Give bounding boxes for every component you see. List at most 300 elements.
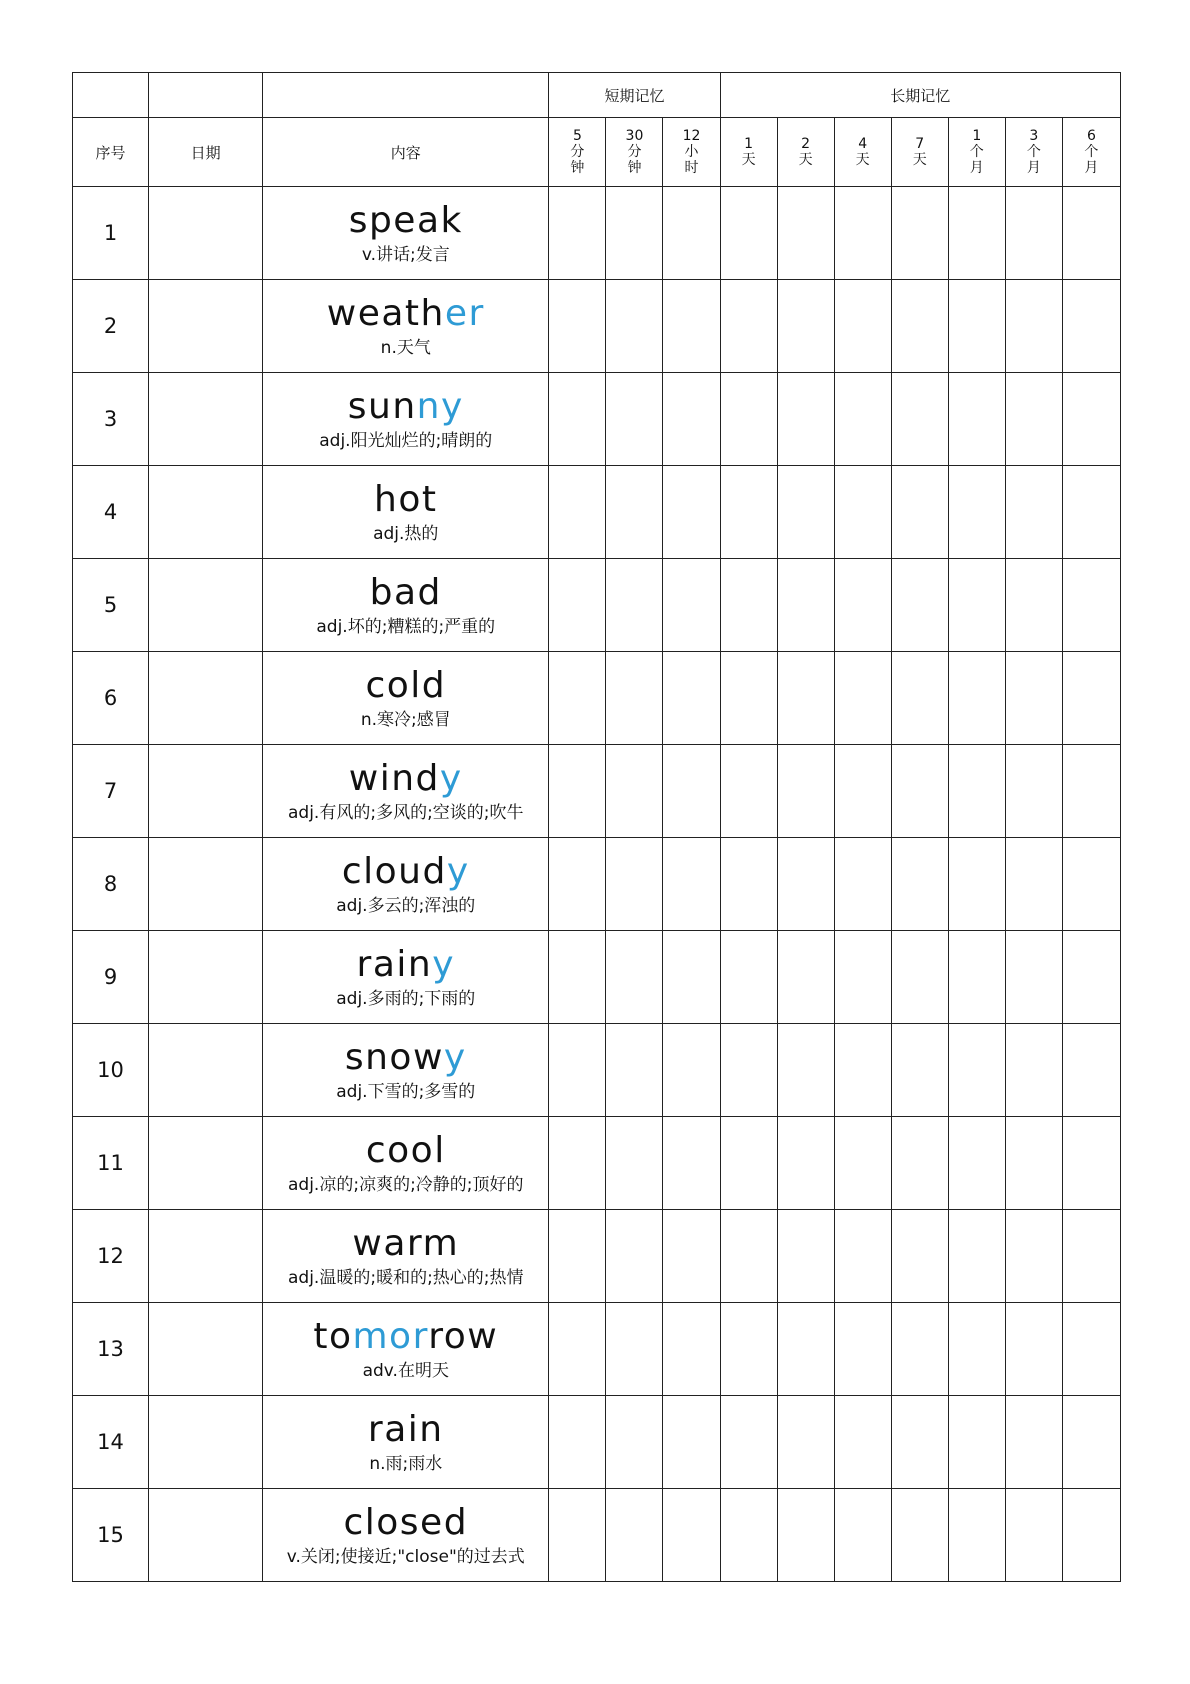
row-number: 2 [73, 280, 149, 373]
review-check-cell[interactable] [948, 652, 1005, 745]
review-check-cell[interactable] [834, 1396, 891, 1489]
content-cell [263, 838, 549, 931]
review-check-cell[interactable] [834, 1117, 891, 1210]
date-cell[interactable] [149, 745, 263, 838]
review-check-cell[interactable] [1062, 373, 1120, 466]
review-check-cell[interactable] [720, 280, 777, 373]
interval-number: 3 [1029, 128, 1039, 144]
review-check-cell[interactable] [720, 931, 777, 1024]
row-number: 8 [73, 838, 149, 931]
interval-unit: 分钟 [570, 144, 585, 176]
date-cell[interactable] [149, 187, 263, 280]
vocab-word [263, 1037, 548, 1079]
table-row [73, 466, 1121, 559]
review-check-cell[interactable] [834, 280, 891, 373]
review-check-cell[interactable] [663, 559, 720, 652]
date-cell[interactable] [149, 1210, 263, 1303]
review-check-cell[interactable] [720, 745, 777, 838]
row-number: 6 [73, 652, 149, 745]
column-header-interval [948, 118, 1005, 187]
interval-number: 1 [972, 128, 982, 144]
review-check-cell[interactable] [720, 838, 777, 931]
review-check-cell[interactable] [663, 1210, 720, 1303]
review-check-cell[interactable] [1005, 1396, 1062, 1489]
review-check-cell[interactable] [777, 931, 834, 1024]
table-row [73, 1303, 1121, 1396]
row-number: 3 [73, 373, 149, 466]
word-part: to [313, 1316, 353, 1357]
review-check-cell[interactable] [606, 1396, 663, 1489]
review-check-cell[interactable] [948, 280, 1005, 373]
interval-unit: 分钟 [627, 144, 642, 176]
review-check-cell[interactable] [663, 1396, 720, 1489]
review-check-cell[interactable] [663, 1489, 720, 1582]
review-check-cell[interactable] [948, 1117, 1005, 1210]
table-row [73, 1117, 1121, 1210]
date-cell[interactable] [149, 373, 263, 466]
review-check-cell[interactable] [891, 1117, 948, 1210]
date-cell[interactable] [149, 559, 263, 652]
review-check-cell[interactable] [1005, 1117, 1062, 1210]
review-check-cell[interactable] [1062, 1117, 1120, 1210]
word-meaning: n.雨;雨水 [369, 1454, 443, 1474]
review-check-cell[interactable] [663, 652, 720, 745]
column-header-interval [834, 118, 891, 187]
review-check-cell[interactable] [606, 838, 663, 931]
review-check-cell[interactable] [948, 1396, 1005, 1489]
review-check-cell[interactable] [720, 652, 777, 745]
content-cell [263, 466, 549, 559]
review-check-cell[interactable] [1005, 931, 1062, 1024]
word-meaning: n.寒冷;感冒 [360, 710, 451, 730]
review-check-cell[interactable] [777, 1024, 834, 1117]
review-check-cell[interactable] [948, 1489, 1005, 1582]
table-row [73, 1396, 1121, 1489]
interval-unit: 小时 [684, 144, 699, 176]
vocab-word [263, 572, 548, 614]
review-check-cell[interactable] [1005, 280, 1062, 373]
vocab-word [263, 293, 548, 335]
review-check-cell[interactable] [891, 187, 948, 280]
content-cell [263, 1489, 549, 1582]
review-check-cell[interactable] [777, 1396, 834, 1489]
review-check-cell[interactable] [1005, 1024, 1062, 1117]
review-check-cell[interactable] [777, 1303, 834, 1396]
review-check-cell[interactable] [948, 745, 1005, 838]
word-meaning: adj.凉的;凉爽的;冷静的;顶好的 [288, 1175, 524, 1195]
word-meaning: adj.下雪的;多雪的 [336, 1082, 476, 1102]
table-row [73, 931, 1121, 1024]
review-check-cell[interactable] [777, 652, 834, 745]
review-check-cell[interactable] [1062, 931, 1120, 1024]
word-part: cloud [341, 851, 447, 892]
table-row [73, 187, 1121, 280]
review-check-cell[interactable] [834, 559, 891, 652]
interval-label [1006, 128, 1062, 176]
review-check-cell[interactable] [777, 838, 834, 931]
review-check-cell[interactable] [1062, 280, 1120, 373]
vocab-word [263, 1502, 548, 1544]
review-check-cell[interactable] [891, 1210, 948, 1303]
review-check-cell[interactable] [891, 373, 948, 466]
content-cell [263, 1024, 549, 1117]
review-check-cell[interactable] [834, 187, 891, 280]
interval-number: 4 [858, 136, 868, 152]
review-check-cell[interactable] [777, 466, 834, 559]
content-cell [263, 280, 549, 373]
date-cell[interactable] [149, 931, 263, 1024]
vocab-word [263, 386, 548, 428]
interval-unit: 天 [912, 152, 927, 168]
vocab-word [263, 851, 548, 893]
review-check-cell[interactable] [720, 373, 777, 466]
review-check-cell[interactable] [720, 1024, 777, 1117]
review-check-cell[interactable] [891, 838, 948, 931]
review-check-cell[interactable] [834, 931, 891, 1024]
interval-label [835, 136, 891, 168]
word-part: snow [344, 1037, 444, 1078]
word-part: row [428, 1316, 499, 1357]
review-check-cell[interactable] [549, 559, 606, 652]
review-check-cell[interactable] [1062, 1489, 1120, 1582]
review-check-cell[interactable] [720, 559, 777, 652]
word-part: weath [326, 293, 445, 334]
review-check-cell[interactable] [1005, 1489, 1062, 1582]
review-check-cell[interactable] [1062, 1303, 1120, 1396]
review-check-cell[interactable] [777, 187, 834, 280]
review-check-cell[interactable] [948, 1024, 1005, 1117]
table-row [73, 745, 1121, 838]
table-row [73, 1489, 1121, 1582]
content-cell [263, 1396, 549, 1489]
review-check-cell[interactable] [1062, 745, 1120, 838]
row-number: 4 [73, 466, 149, 559]
interval-label [549, 128, 605, 176]
review-check-cell[interactable] [891, 1024, 948, 1117]
long-term-memory-header: 长期记忆 [720, 73, 1120, 118]
review-check-cell[interactable] [1005, 652, 1062, 745]
word-part: cold [365, 665, 447, 706]
column-header-interval [606, 118, 663, 187]
content-cell [263, 1210, 549, 1303]
review-check-cell[interactable] [834, 1024, 891, 1117]
row-number: 11 [73, 1117, 149, 1210]
review-check-cell[interactable] [891, 652, 948, 745]
review-check-cell[interactable] [1062, 559, 1120, 652]
column-header-date: 日期 [149, 118, 263, 187]
review-check-cell[interactable] [720, 1396, 777, 1489]
review-check-cell[interactable] [891, 745, 948, 838]
review-check-cell[interactable] [720, 187, 777, 280]
review-check-cell[interactable] [891, 466, 948, 559]
review-check-cell[interactable] [1005, 466, 1062, 559]
table-row [73, 1210, 1121, 1303]
vocab-word [263, 944, 548, 986]
interval-unit: 天 [855, 152, 870, 168]
review-check-cell[interactable] [549, 1210, 606, 1303]
date-cell[interactable] [149, 1303, 263, 1396]
review-check-cell[interactable] [663, 373, 720, 466]
review-check-cell[interactable] [663, 1117, 720, 1210]
interval-number: 2 [801, 136, 811, 152]
word-meaning: adj.多雨的;下雨的 [336, 989, 476, 1009]
review-check-cell[interactable] [1005, 187, 1062, 280]
review-check-cell[interactable] [663, 838, 720, 931]
interval-number: 12 [682, 128, 701, 144]
interval-label [778, 136, 834, 168]
interval-unit: 个月 [1026, 144, 1041, 176]
review-check-cell[interactable] [777, 559, 834, 652]
review-check-cell[interactable] [1062, 838, 1120, 931]
table-row [73, 373, 1121, 466]
table-row [73, 1024, 1121, 1117]
row-number: 1 [73, 187, 149, 280]
review-check-cell[interactable] [549, 1024, 606, 1117]
row-number: 5 [73, 559, 149, 652]
review-check-cell[interactable] [549, 931, 606, 1024]
review-check-cell[interactable] [606, 559, 663, 652]
review-check-cell[interactable] [720, 1210, 777, 1303]
review-check-cell[interactable] [549, 745, 606, 838]
review-check-cell[interactable] [606, 745, 663, 838]
word-meaning: adj.有风的;多风的;空谈的;吹牛 [288, 803, 524, 823]
content-cell [263, 1303, 549, 1396]
review-check-cell[interactable] [720, 466, 777, 559]
review-check-cell[interactable] [1062, 187, 1120, 280]
review-check-cell[interactable] [891, 280, 948, 373]
row-number: 15 [73, 1489, 149, 1582]
review-check-cell[interactable] [720, 1117, 777, 1210]
review-check-cell[interactable] [948, 187, 1005, 280]
vocab-word [263, 665, 548, 707]
interval-label [721, 136, 777, 168]
date-cell[interactable] [149, 1396, 263, 1489]
review-check-cell[interactable] [777, 1489, 834, 1582]
word-part: speak [348, 200, 463, 241]
word-meaning: v.讲话;发言 [361, 245, 450, 265]
review-check-cell[interactable] [1062, 1396, 1120, 1489]
interval-label [949, 128, 1005, 176]
review-check-cell[interactable] [834, 1489, 891, 1582]
review-check-cell[interactable] [1005, 373, 1062, 466]
date-cell[interactable] [149, 1489, 263, 1582]
review-check-cell[interactable] [663, 1303, 720, 1396]
review-check-cell[interactable] [948, 1303, 1005, 1396]
review-check-cell[interactable] [1062, 1210, 1120, 1303]
review-check-cell[interactable] [606, 931, 663, 1024]
interval-unit: 个月 [1084, 144, 1099, 176]
word-part: rain [367, 1409, 444, 1450]
column-header-index: 序号 [73, 118, 149, 187]
review-check-cell[interactable] [663, 187, 720, 280]
review-check-cell[interactable] [606, 1303, 663, 1396]
review-check-cell[interactable] [1005, 745, 1062, 838]
column-header-interval [891, 118, 948, 187]
review-check-cell[interactable] [777, 1117, 834, 1210]
review-check-cell[interactable] [606, 466, 663, 559]
row-number: 12 [73, 1210, 149, 1303]
review-check-cell[interactable] [834, 745, 891, 838]
review-check-cell[interactable] [891, 1489, 948, 1582]
table-row [73, 652, 1121, 745]
review-check-cell[interactable] [549, 1489, 606, 1582]
review-check-cell[interactable] [1005, 1210, 1062, 1303]
row-number: 9 [73, 931, 149, 1024]
content-cell [263, 187, 549, 280]
review-check-cell[interactable] [549, 652, 606, 745]
row-number: 14 [73, 1396, 149, 1489]
review-check-cell[interactable] [891, 559, 948, 652]
interval-unit: 天 [741, 152, 756, 168]
review-check-cell[interactable] [549, 466, 606, 559]
table-row [73, 838, 1121, 931]
date-cell[interactable] [149, 280, 263, 373]
review-check-cell[interactable] [606, 1117, 663, 1210]
review-check-cell[interactable] [549, 1117, 606, 1210]
word-meaning: adj.多云的;浑浊的 [336, 896, 476, 916]
column-header-interval [663, 118, 720, 187]
review-check-cell[interactable] [549, 1303, 606, 1396]
review-check-cell[interactable] [777, 373, 834, 466]
interval-number: 7 [915, 136, 925, 152]
review-check-cell[interactable] [777, 745, 834, 838]
review-check-cell[interactable] [777, 1210, 834, 1303]
column-header-interval [1005, 118, 1062, 187]
review-check-cell[interactable] [606, 280, 663, 373]
date-cell[interactable] [149, 652, 263, 745]
word-part: wind [348, 758, 440, 799]
column-header-interval [1062, 118, 1120, 187]
word-part: rain [356, 944, 433, 985]
word-part: warm [352, 1223, 460, 1264]
content-cell [263, 1117, 549, 1210]
word-highlighted-part: y [432, 944, 456, 985]
row-number: 13 [73, 1303, 149, 1396]
column-header-interval [777, 118, 834, 187]
review-check-cell[interactable] [834, 466, 891, 559]
column-header-interval [549, 118, 606, 187]
review-check-cell[interactable] [948, 931, 1005, 1024]
review-check-cell[interactable] [834, 373, 891, 466]
review-check-cell[interactable] [948, 466, 1005, 559]
review-check-cell[interactable] [549, 838, 606, 931]
column-header-interval [720, 118, 777, 187]
review-check-cell[interactable] [891, 931, 948, 1024]
header-row-groups [73, 73, 1121, 118]
review-check-cell[interactable] [606, 373, 663, 466]
review-check-cell[interactable] [777, 280, 834, 373]
word-highlighted-part: y [443, 1037, 467, 1078]
column-header-content: 内容 [263, 118, 549, 187]
memory-review-table [72, 72, 1121, 1582]
review-check-cell[interactable] [891, 1396, 948, 1489]
review-check-cell[interactable] [549, 373, 606, 466]
review-check-cell[interactable] [1062, 1024, 1120, 1117]
review-check-cell[interactable] [1005, 1303, 1062, 1396]
review-check-cell[interactable] [549, 187, 606, 280]
word-part: hot [374, 479, 438, 520]
review-check-cell[interactable] [948, 559, 1005, 652]
review-check-cell[interactable] [663, 1024, 720, 1117]
content-cell [263, 559, 549, 652]
review-check-cell[interactable] [663, 466, 720, 559]
review-check-cell[interactable] [834, 1210, 891, 1303]
interval-label [1063, 128, 1120, 176]
review-check-cell[interactable] [948, 1210, 1005, 1303]
content-cell [263, 745, 549, 838]
review-check-cell[interactable] [1062, 652, 1120, 745]
review-check-cell[interactable] [834, 1303, 891, 1396]
word-rows [73, 187, 1121, 1582]
review-check-cell[interactable] [948, 373, 1005, 466]
word-meaning: adj.热的 [373, 524, 439, 544]
review-check-cell[interactable] [663, 745, 720, 838]
interval-number: 5 [572, 128, 582, 144]
interval-unit: 天 [798, 152, 813, 168]
vocab-word [263, 479, 548, 521]
short-term-memory-header: 短期记忆 [549, 73, 720, 118]
date-cell[interactable] [149, 1117, 263, 1210]
word-highlighted-part: y [446, 851, 470, 892]
review-check-cell[interactable] [549, 280, 606, 373]
date-cell[interactable] [149, 466, 263, 559]
interval-number: 1 [744, 136, 754, 152]
word-meaning: adv.在明天 [362, 1361, 449, 1381]
word-highlighted-part: y [439, 758, 463, 799]
interval-number: 30 [625, 128, 644, 144]
review-check-cell[interactable] [606, 652, 663, 745]
header-blank-cell [149, 73, 263, 118]
review-check-cell[interactable] [606, 1024, 663, 1117]
review-check-cell[interactable] [948, 838, 1005, 931]
review-check-cell[interactable] [720, 1489, 777, 1582]
table-row [73, 280, 1121, 373]
review-check-cell[interactable] [720, 1303, 777, 1396]
review-check-cell[interactable] [1005, 838, 1062, 931]
header-row-columns [73, 118, 1121, 187]
review-check-cell[interactable] [606, 1210, 663, 1303]
review-check-cell[interactable] [891, 1303, 948, 1396]
word-meaning: adj.坏的;糟糕的;严重的 [316, 617, 496, 637]
review-check-cell[interactable] [606, 1489, 663, 1582]
word-meaning: v.关闭;使接近;"close"的过去式 [286, 1547, 525, 1567]
word-highlighted-part: er [444, 293, 485, 334]
review-check-cell[interactable] [1005, 559, 1062, 652]
review-check-cell[interactable] [663, 280, 720, 373]
word-meaning: adj.阳光灿烂的;晴朗的 [319, 431, 493, 451]
content-cell [263, 931, 549, 1024]
date-cell[interactable] [149, 1024, 263, 1117]
header-blank-cell [263, 73, 549, 118]
review-check-cell[interactable] [834, 838, 891, 931]
vocab-word [263, 758, 548, 800]
vocab-word [263, 1223, 548, 1265]
word-part: sun [347, 386, 417, 427]
review-check-cell[interactable] [606, 187, 663, 280]
vocab-word [263, 200, 548, 242]
word-meaning: n.天气 [380, 338, 431, 358]
row-number: 10 [73, 1024, 149, 1117]
table-row [73, 559, 1121, 652]
review-check-cell[interactable] [663, 931, 720, 1024]
word-part: cool [365, 1130, 446, 1171]
review-check-cell[interactable] [549, 1396, 606, 1489]
review-check-cell[interactable] [1062, 466, 1120, 559]
date-cell[interactable] [149, 838, 263, 931]
interval-unit: 个月 [969, 144, 984, 176]
content-cell [263, 373, 549, 466]
review-check-cell[interactable] [834, 652, 891, 745]
